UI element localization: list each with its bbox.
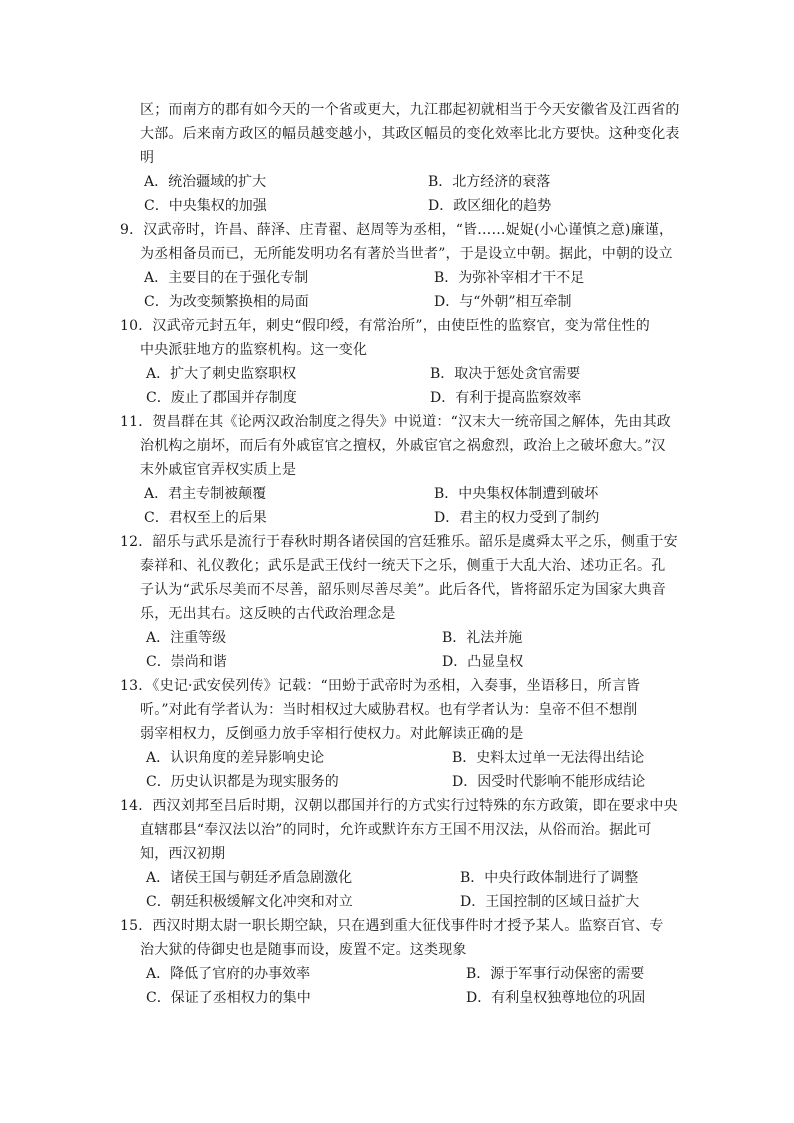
question-stem: 15．西汉时期太尉一职长期空缺，只在遇到重大征伐事件时才授予某人。监察百官、专 [120, 918, 664, 934]
option-c: C．中央集权的加强 [144, 198, 267, 214]
options-row [0, 482, 794, 506]
option-b: B．取决于惩处贪官需要 [430, 366, 581, 382]
question-text-line: 子认为“武乐尽美而不尽善，韶乐则尽善尽美”。此后各代，皆将韶乐定为国家大典音 [140, 582, 666, 598]
option-c: C．崇尚和谐 [146, 654, 227, 670]
option-c: C．废止了郡国并存制度 [146, 390, 297, 406]
question-text-line: 泰祥和、礼仪教化；武乐是武王伐纣一统天下之乐，侧重于大乱大治、述功正名。孔 [140, 558, 666, 574]
option-c: C．历史认识都是为现实服务的 [146, 774, 339, 790]
question-text-line: 听。”对此有学者认为：当时相权过大威胁君权。也有学者认为：皇帝不但不想削 [140, 702, 638, 718]
option-b: B．中央集权体制遭到破坏 [434, 486, 599, 502]
option-a: A．降低了官府的办事效率 [146, 966, 311, 982]
options-row [0, 986, 794, 1010]
question-9 [0, 218, 794, 314]
option-b: B．北方经济的衰落 [428, 174, 551, 190]
question-text-line: 明 [140, 150, 155, 166]
option-c: C．朝廷积极缓解文化冲突和对立 [146, 894, 353, 910]
question-text-line: 末外戚宦官弄权实质上是 [140, 462, 297, 478]
question-10 [0, 314, 794, 410]
option-b: B．礼法并施 [442, 630, 523, 646]
question-text-line: 中央派驻地方的监察机构。这一变化 [140, 342, 368, 358]
option-a: A．认识角度的差异影响史论 [146, 750, 325, 766]
question-stem: 10．汉武帝元封五年，刺史“假印绶，有常治所”，由使臣性的监察官，变为常住性的 [120, 318, 650, 334]
question-text-line: 大部。后来南方政区的幅员越变越小，其政区幅员的变化效率比北方要快。这种变化表 [140, 126, 680, 142]
options-row [0, 770, 794, 794]
option-d: D．王国控制的区域日益扩大 [460, 894, 640, 910]
options-row [0, 290, 794, 314]
option-d: D．有利于提高监察效率 [430, 390, 582, 406]
options-row [0, 650, 794, 674]
question-stem: 13．《史记·武安侯列传》记载：“田蚡于武帝时为丞相，入奏事，坐语移日，所言皆 [120, 678, 641, 694]
question-text-line: 乐，无出其右。这反映的古代政治理念是 [140, 606, 396, 622]
options-row [0, 866, 794, 890]
question-stem: 9．汉武帝时，许昌、薛泽、庄青翟、赵周等为丞相，“皆……娖娖(小心谨慎之意)廉谨， [120, 222, 674, 238]
question-text-line: 治大狱的侍御史也是随事而设，废置不定。这类现象 [140, 942, 467, 958]
option-c: C．为改变频繁换相的局面 [144, 294, 309, 310]
question-8-continuation [0, 98, 794, 218]
option-b: B．源于军事行动保密的需要 [466, 966, 645, 982]
question-stem: 14．西汉刘邦至吕后时期，汉朝以郡国并行的方式实行过特殊的东方政策，即在要求中央 [120, 798, 678, 814]
question-11 [0, 410, 794, 530]
question-text-line: 为丞相备员而已，无所能发明功名有著於当世者”，于是设立中朝。据此，中朝的设立 [140, 246, 673, 262]
option-a: A．扩大了刺史监察职权 [146, 366, 297, 382]
option-d: D．凸显皇权 [442, 654, 524, 670]
question-stem: 12．韶乐与武乐是流行于春秋时期各诸侯国的宫廷雅乐。韶乐是虞舜太平之乐，侧重于安 [120, 534, 678, 550]
question-text-line: 弱宰相权力，反倒亟力放手宰相行使权力。对此解读正确的是 [140, 726, 524, 742]
question-text-line: 直辖郡县“奉汉法以治”的同时，允许或默许东方王国不用汉法，从俗而治。据此可 [140, 822, 652, 838]
options-row [0, 266, 794, 290]
options-row [0, 386, 794, 410]
option-b: B．史料太过单一无法得出结论 [452, 750, 645, 766]
options-row [0, 170, 794, 194]
option-a: A．君主专制被颠覆 [144, 486, 267, 502]
options-row [0, 746, 794, 770]
options-row [0, 890, 794, 914]
question-stem: 11．贺昌群在其《论两汉政治制度之得失》中说道：“汉末大一统帝国之解体，先由其政 [120, 414, 671, 430]
option-d: D．与“外朝”相互牵制 [434, 294, 572, 310]
option-a: A．诸侯王国与朝廷矛盾急剧激化 [146, 870, 353, 886]
question-text-line: 区；而南方的郡有如今天的一个省或更大，九江郡起初就相当于今天安徽省及江西省的 [140, 102, 680, 118]
question-13 [0, 674, 794, 794]
option-d: D．有利皇权独尊地位的巩固 [466, 990, 646, 1006]
question-content [0, 98, 794, 1010]
option-c: C．保证了丞相权力的集中 [146, 990, 311, 1006]
question-text-line: 治机构之崩坏，而后有外戚宦官之擅权，外戚宦官之祸愈烈，政治上之破坏愈大。”汉 [140, 438, 666, 454]
option-a: A．统治疆域的扩大 [144, 174, 267, 190]
option-d: D．君主的权力受到了制约 [434, 510, 600, 526]
option-b: B．为弥补宰相才干不足 [434, 270, 585, 286]
options-row [0, 506, 794, 530]
question-12 [0, 530, 794, 674]
option-c: C．君权至上的后果 [144, 510, 267, 526]
question-text-line: 知，西汉初期 [140, 846, 226, 862]
question-14 [0, 794, 794, 914]
option-d: D．政区细化的趋势 [428, 198, 552, 214]
option-b: B．中央行政体制进行了调整 [460, 870, 639, 886]
options-row [0, 194, 794, 218]
option-a: A．主要目的在于强化专制 [144, 270, 309, 286]
option-d: D．因受时代影响不能形成结论 [452, 774, 646, 790]
options-row [0, 362, 794, 386]
option-a: A．注重等级 [146, 630, 227, 646]
question-15 [0, 914, 794, 1010]
options-row [0, 626, 794, 650]
options-row [0, 962, 794, 986]
